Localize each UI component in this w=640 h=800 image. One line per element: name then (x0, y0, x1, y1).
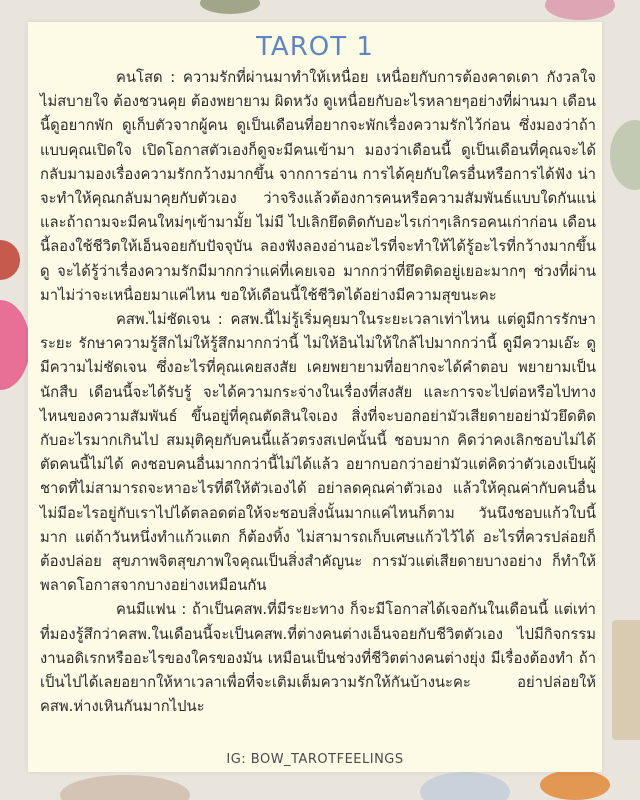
leaf-decoration (200, 0, 260, 14)
vase-decoration (420, 772, 510, 800)
basket-decoration (60, 775, 190, 800)
flower-decoration (610, 120, 640, 190)
instagram-credit: IG: BOW_TAROTFEELINGS (226, 752, 404, 767)
flower-decoration (540, 770, 610, 800)
reading-card (28, 22, 602, 772)
flower-decoration (0, 240, 20, 280)
reading-body (40, 66, 596, 719)
paragraph-in-relationship: คนมีแฟน : ถ้าเป็นคสพ.ที่มีระยะทาง ก็จะมีโอกาสได้เจอกันในเดือนนี้ แต่เท่าที่มองรู้สึกว่าคสพ.ในเดือนนี้จะเป็นคสพ.ที่ต่างคนต่างเอ็นจอยกับชีวิตตัวเอง ไปมีกิจกรรมงานอดิเรกหรืออะไรของใครของมัน เหมือนเป็นช่วงที่ชีวิตต่างคนต่างยุ่ง มีเรื่องต้องทำ ถ้าเป็นไปได้เลยอยากให้หาเวลาเพื่อที่จะเติมเต็มความรักให้กันบ้างนะคะ อย่าปล่อยให้คสพ.ห่างเหินกันมากไปนะ (40, 601, 596, 716)
page-title: TAROT 1 (256, 32, 374, 62)
flower-decoration (545, 0, 615, 20)
paragraph-single: คนโสด : ความรักที่ผ่านมาทำให้เหนื่อย เหนื่อยกับการต้องคาดเดา กังวลใจ ไม่สบายใจ ต้องชวนคุย ต้องพยายาม ผิดหวัง ดูเหนื่อยกับอะไรหลายๆอย่างที่ผ่านมา เดือนนี้ดูอยากพัก ดูเก็บตัวจากผู้คน ดูเป็นเดือนที่อยากจะพักเรื่องความรักไว้ก่อน ซึ่งมองว่าถ้าแบบคุณเปิดใจ เปิดโอกาสตัวเองก็ดูจะมีคนเข้ามา มองว่าเดือนนี้ ดูเป็นเดือนที่คุณจะได้กลับมามองเรื่องความรักกว้างมากขึ้น จากการอ่าน การได้คุยกับใครอื่นหรือการได้ฟัง น่าจะทำให้คุณกลับมาคุยกับตัวเอง ว่าจริงแล้วต้องการคนหรือความสัมพันธ์แบบใดกันแน่และถ้าถามจะมีคนใหม่ๆเข้ามามั้ย ไม่มี ไปเลิกยึดติดกับอะไรเก่าๆเลิกรอคนเก่าก่อน เดือนนี้ลองใช้ชีวิตให้เอ็นจอยกับปัจจุบัน ลองฟังลองอ่านอะไรที่จะทำให้ได้รู้อะไรที่กว้างมากขึ้นดู จะได้รู้ว่าเรื่องความรักมีมากกว่าแค่ที่เคยเจอ มากกว่าที่ยึดติดอยู่เยอะมากๆ ช่วงที่ผ่านมาไม่ว่าจะเหนื่อยมาแค่ไหน ขอให้เดือนนี้ใช้ชีวิตได้อย่างมีความสุขนะคะ (40, 69, 596, 304)
flower-decoration (0, 300, 30, 390)
cabinet-decoration (612, 620, 640, 740)
paragraph-unclear-relationship: คสพ.ไม่ชัดเจน : คสพ.นี้ไม่รู้เริ่มคุยมาในระยะเวลาเท่าไหน แต่ดูมีการรักษาระยะ รักษาความรู้สึกไม่ให้รู้สึกมากกว่านี้ ไม่ให้อินไม่ให้ใกล้ไปมากกว่านี้ ดูมีความเอ๊ะ ดูมีความไม่ชัดเจน ซึ่งอะไรที่คุณเคยสงสัย เคยพยายามที่อยากจะได้คำตอบ พยายามเป็นนักสืบ เดือนนี้จะได้รับรู้ จะได้ความกระจ่างในเรื่องที่สงสัย และการจะไปต่อหรือไปทางไหนของความสัมพันธ์ ขึ้นอยู่ที่คุณตัดสินใจเอง สิ่งที่จะบอกอย่ามัวเสียดายอย่ามัวยึดติดกับอะไรมากเกินไป สมมุติคุยกับคนนี้แล้วตรงสเปคนั้นนี้ ชอบมาก คิดว่าคงเลิกชอบไม่ได้ ตัดคนนี้ไม่ได้ คงชอบคนอื่นมากกว่านี้ไม่ได้แล้ว อยากบอกว่าอย่ามัวแต่คิดว่าตัวเองเป็นผู้ชาดที่ไม่สามารถจะหาอะไรที่ดีให้ตัวเองได้ อย่าลดคุณค่าตัวเอง แล้วให้คุณค่ากับคนอื่น ไม่มีอะไรอยู่กับเราไปได้ตลอดต่อให้จะชอบสิ่งนั้นมากแค่ไหนก็ตาม วันนึงชอบแก้วใบนี้มาก แต่ถ้าวันหนึ่งทำแก้วแตก ก็ต้องทิ้ง ไม่สามารถเก็บเศษแก้วไว้ได้ อะไรที่ควรปล่อยก็ต้องปล่อย สุขภาพจิตสุขภาพใจคุณเป็นสิ่งสำคัญนะ การมัวแต่เสียดายบางอย่าง ก็ทำให้พลาดโอกาสจากบางอย่างเหมือนกัน (40, 311, 596, 595)
